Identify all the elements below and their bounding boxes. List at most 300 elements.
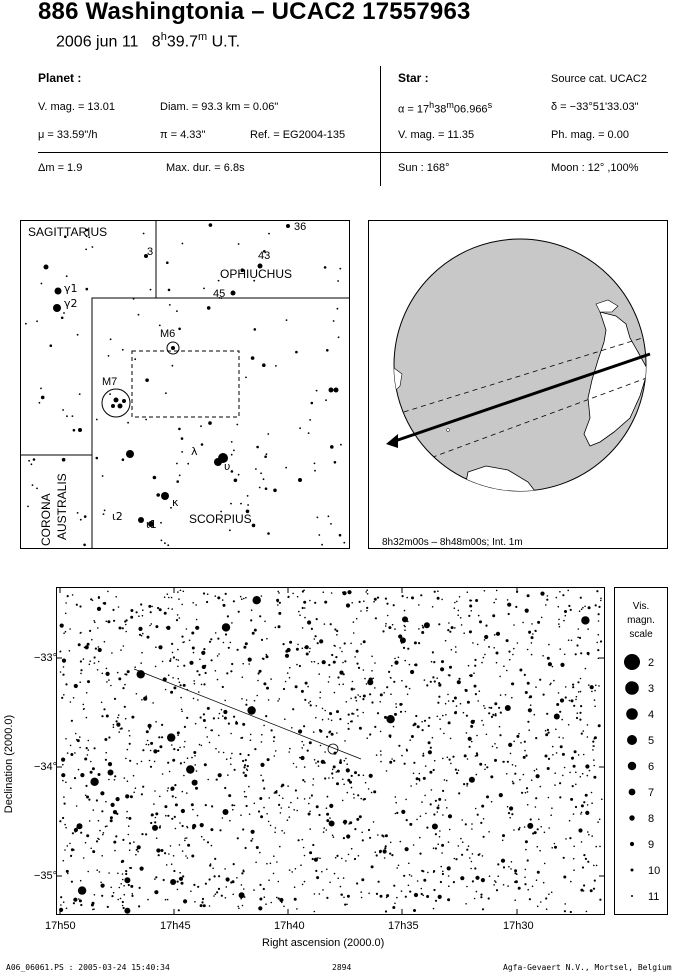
field-star <box>597 649 599 651</box>
field-star <box>337 878 339 880</box>
field-star <box>108 872 110 874</box>
field-star <box>216 779 218 781</box>
field-star <box>270 902 272 904</box>
field-star <box>122 627 124 629</box>
field-star <box>432 824 438 830</box>
field-star <box>578 628 580 630</box>
field-star <box>512 764 514 766</box>
field-star <box>186 717 188 719</box>
field-star <box>556 752 558 754</box>
field-star <box>239 753 241 755</box>
field-star <box>252 838 254 840</box>
field-star <box>576 696 578 698</box>
field-star <box>206 736 208 738</box>
field-star <box>283 906 285 908</box>
field-star <box>191 855 194 858</box>
field-star <box>213 895 215 897</box>
field-star <box>348 823 350 825</box>
field-star <box>140 603 142 605</box>
field-star <box>205 883 207 885</box>
finder-star <box>176 480 179 483</box>
field-star <box>485 764 487 766</box>
finder-star <box>333 320 335 322</box>
field-star <box>439 836 441 838</box>
field-star <box>322 660 326 664</box>
field-star <box>117 899 119 901</box>
field-star <box>471 823 473 825</box>
field-star <box>456 601 458 603</box>
field-star <box>369 693 371 695</box>
field-star <box>273 873 275 875</box>
field-star <box>141 761 143 763</box>
field-star <box>70 753 73 756</box>
field-star <box>322 708 324 710</box>
field-star <box>469 777 475 783</box>
field-star <box>106 668 108 670</box>
finder-star <box>178 428 181 431</box>
legend-label-mag-9: 9 <box>648 839 655 851</box>
field-star <box>289 677 291 679</box>
field-star <box>435 833 437 835</box>
field-star <box>187 844 190 847</box>
field-star <box>426 684 428 686</box>
field-star <box>268 821 270 823</box>
field-star <box>307 750 309 752</box>
field-star <box>157 750 159 752</box>
field-star <box>114 775 116 777</box>
field-star <box>302 607 304 609</box>
field-star <box>146 730 149 733</box>
field-star <box>481 805 484 808</box>
field-star <box>80 669 82 671</box>
footer-file-info: A06_06061.PS : 2005-03-24 15:40:34 <box>6 963 170 972</box>
field-star <box>83 658 85 660</box>
field-star <box>562 737 564 739</box>
field-star <box>443 733 445 735</box>
field-star <box>178 598 180 600</box>
field-star <box>405 799 407 801</box>
field-star <box>94 622 96 624</box>
field-star <box>150 766 152 768</box>
field-star <box>400 711 402 713</box>
field-star <box>438 623 440 625</box>
field-star <box>261 595 263 597</box>
field-star <box>580 776 582 778</box>
field-star <box>308 702 310 704</box>
finder-star <box>231 441 233 443</box>
field-star <box>315 717 317 719</box>
field-star <box>297 596 299 598</box>
field-star <box>108 779 110 781</box>
field-star <box>527 859 529 861</box>
field-star <box>333 836 335 838</box>
finder-star <box>263 478 265 480</box>
field-star <box>229 820 231 822</box>
field-star <box>295 868 297 870</box>
field-star <box>222 686 224 688</box>
field-star <box>515 765 517 767</box>
field-star <box>159 608 162 611</box>
x-axis-title: Right ascension (2000.0) <box>262 937 385 949</box>
field-star <box>246 699 248 701</box>
finder-star <box>187 463 189 465</box>
field-star <box>537 828 539 830</box>
field-star <box>441 599 443 601</box>
field-star <box>113 724 115 726</box>
field-star <box>80 880 82 882</box>
field-star <box>472 880 474 882</box>
field-star <box>573 869 575 871</box>
field-star <box>73 898 77 902</box>
field-star <box>539 850 541 852</box>
field-star <box>385 625 387 627</box>
field-star <box>70 787 72 789</box>
field-star <box>254 700 256 702</box>
legend-label-mag-8: 8 <box>648 813 655 825</box>
field-star <box>72 594 74 596</box>
field-star <box>569 700 571 702</box>
field-star <box>334 645 336 647</box>
field-star <box>136 693 138 695</box>
field-star <box>99 830 101 832</box>
field-star <box>449 631 451 633</box>
field-star <box>224 868 226 870</box>
field-star <box>248 754 250 756</box>
field-star <box>344 660 346 662</box>
field-star <box>207 593 209 595</box>
field-star <box>120 649 122 651</box>
field-star <box>467 758 469 760</box>
field-star <box>444 779 446 781</box>
finder-star <box>169 304 171 306</box>
field-star <box>222 623 230 631</box>
field-star <box>211 805 213 807</box>
field-star <box>125 870 127 872</box>
finder-star <box>182 243 184 245</box>
field-star <box>402 616 408 622</box>
field-star <box>135 787 137 789</box>
field-star <box>379 850 382 853</box>
field-star <box>540 786 542 788</box>
field-star <box>373 601 375 603</box>
field-star <box>535 630 537 632</box>
field-star <box>211 659 213 661</box>
field-star <box>535 797 537 799</box>
field-star <box>508 613 510 615</box>
field-star <box>512 782 514 784</box>
field-star <box>259 884 261 886</box>
field-star <box>88 749 90 751</box>
field-star <box>369 733 371 735</box>
field-star <box>195 626 199 630</box>
field-star <box>458 792 460 794</box>
field-star <box>454 627 456 629</box>
finder-star <box>109 393 111 395</box>
field-star <box>204 763 207 766</box>
field-star <box>158 645 162 649</box>
field-star <box>409 688 411 690</box>
field-star <box>147 740 149 742</box>
field-star <box>301 747 303 749</box>
field-star <box>210 638 212 640</box>
bright-star <box>114 398 119 403</box>
field-star <box>440 684 442 686</box>
field-star <box>179 822 181 824</box>
field-star <box>409 664 411 666</box>
field-star <box>494 743 496 745</box>
field-star <box>92 767 95 770</box>
field-star <box>375 617 377 619</box>
field-star <box>559 782 561 784</box>
field-star <box>453 881 455 883</box>
field-star <box>134 666 136 668</box>
field-star <box>527 682 530 685</box>
field-star <box>234 805 236 807</box>
field-star <box>342 800 344 802</box>
field-star <box>585 794 588 797</box>
field-star <box>243 766 245 768</box>
field-star <box>588 606 591 609</box>
field-star <box>243 869 245 871</box>
field-star <box>484 590 486 592</box>
star-phmag: Ph. mag. = 0.00 <box>551 129 629 141</box>
finder-star <box>62 409 64 411</box>
label-36-oph: 36 <box>294 221 307 233</box>
field-star <box>367 593 369 595</box>
field-star <box>312 784 314 786</box>
field-star <box>346 768 350 772</box>
field-star <box>365 591 367 593</box>
finder-star <box>252 524 256 528</box>
finder-star <box>102 475 104 477</box>
finder-star <box>50 344 53 347</box>
field-star <box>177 749 179 751</box>
field-star <box>316 876 319 879</box>
field-star <box>356 618 358 620</box>
field-star <box>529 898 531 900</box>
field-star <box>540 826 542 828</box>
field-star <box>350 698 352 700</box>
field-star <box>302 884 304 886</box>
field-star <box>331 720 333 722</box>
field-star <box>553 680 555 682</box>
bright-star <box>298 478 302 482</box>
field-star <box>596 865 598 867</box>
field-star <box>155 721 157 723</box>
field-star <box>63 694 65 696</box>
field-star <box>501 859 505 863</box>
field-star <box>306 653 309 656</box>
field-star <box>184 838 186 840</box>
field-star <box>532 633 534 635</box>
field-star <box>263 807 265 809</box>
field-star <box>96 799 98 801</box>
field-star <box>477 814 479 816</box>
field-star <box>524 750 526 752</box>
field-star <box>456 705 458 707</box>
field-star <box>113 726 115 728</box>
field-star <box>257 680 259 682</box>
field-star <box>445 640 447 642</box>
finder-star <box>66 275 68 277</box>
field-star <box>438 805 440 807</box>
finder-star <box>103 513 105 515</box>
field-star <box>101 715 103 717</box>
field-star <box>411 735 414 738</box>
field-star <box>401 680 403 682</box>
field-star <box>92 909 94 911</box>
field-star <box>333 765 336 768</box>
field-star <box>458 845 460 847</box>
field-star <box>517 642 519 644</box>
field-star <box>503 884 505 886</box>
field-star <box>480 896 482 898</box>
field-star <box>343 822 345 824</box>
field-star <box>223 752 225 754</box>
field-star <box>124 620 126 622</box>
field-star <box>469 599 471 601</box>
field-star <box>59 820 61 822</box>
field-star <box>496 889 498 891</box>
field-star <box>395 813 397 815</box>
field-star <box>167 899 169 901</box>
field-star <box>294 886 296 888</box>
field-star <box>384 716 387 719</box>
field-star <box>256 846 259 849</box>
field-star <box>183 899 187 903</box>
field-star <box>200 823 204 827</box>
field-star <box>317 761 319 763</box>
field-star <box>460 703 462 705</box>
field-star <box>222 817 224 819</box>
field-star <box>559 591 561 593</box>
field-star <box>218 735 220 737</box>
field-star <box>261 741 263 743</box>
field-star <box>133 792 135 794</box>
field-star <box>228 723 230 725</box>
field-star <box>324 623 326 625</box>
field-star <box>568 605 570 607</box>
field-star <box>59 651 61 653</box>
field-star <box>563 620 565 622</box>
finder-star <box>181 437 184 440</box>
field-star <box>551 807 553 809</box>
field-star <box>575 653 577 655</box>
field-star <box>593 888 595 890</box>
field-star <box>327 796 329 798</box>
field-star <box>155 828 157 830</box>
field-star <box>550 683 552 685</box>
field-star <box>130 885 133 888</box>
field-star <box>455 711 457 713</box>
field-star <box>466 783 468 785</box>
field-star <box>63 860 65 862</box>
field-star <box>131 895 133 897</box>
field-star <box>83 708 85 710</box>
finder-star <box>321 544 323 546</box>
field-star <box>448 875 450 877</box>
field-star <box>495 713 497 715</box>
field-star <box>233 716 235 718</box>
field-star <box>527 804 529 806</box>
field-star <box>149 625 151 627</box>
field-star <box>198 674 200 676</box>
field-star <box>105 752 107 754</box>
field-star <box>398 865 400 867</box>
field-star <box>142 633 144 635</box>
field-star <box>380 895 383 898</box>
field-star <box>438 895 442 899</box>
field-star <box>471 828 473 830</box>
field-star <box>366 607 368 609</box>
field-star <box>587 861 589 863</box>
field-star <box>336 630 338 632</box>
field-star <box>244 764 246 766</box>
field-star <box>146 744 148 746</box>
field-star <box>594 736 597 739</box>
field-star <box>395 796 397 798</box>
field-star <box>494 702 497 705</box>
field-star <box>90 771 93 774</box>
field-star <box>437 811 439 813</box>
field-star <box>197 815 199 817</box>
field-star <box>289 748 291 750</box>
field-star <box>259 797 262 800</box>
finder-star <box>32 484 34 486</box>
field-star <box>231 622 233 624</box>
field-star <box>373 790 376 793</box>
legend-label-mag-6: 6 <box>648 761 655 773</box>
field-star <box>438 798 441 801</box>
field-star <box>524 826 526 828</box>
field-star <box>125 624 127 626</box>
field-star <box>363 695 366 698</box>
field-star <box>148 724 152 728</box>
field-star <box>511 861 513 863</box>
field-star <box>268 797 270 799</box>
field-star <box>481 720 483 722</box>
field-star <box>437 590 439 592</box>
field-star <box>97 669 99 671</box>
field-star <box>196 619 198 621</box>
field-star <box>301 690 304 693</box>
field-star <box>417 880 419 882</box>
field-star <box>548 893 550 895</box>
field-star <box>309 828 311 830</box>
field-star <box>319 697 321 699</box>
field-star <box>239 892 245 898</box>
field-star <box>558 619 560 621</box>
field-star <box>206 601 208 603</box>
field-star <box>243 646 246 649</box>
field-star <box>279 898 283 902</box>
field-star <box>350 721 352 723</box>
finder-star <box>108 355 110 357</box>
field-star <box>64 824 66 826</box>
field-star <box>195 723 197 725</box>
field-star <box>398 745 400 747</box>
field-star <box>74 831 76 833</box>
field-star <box>156 848 160 852</box>
field-star <box>216 891 218 893</box>
finder-star <box>77 512 79 514</box>
field-star <box>67 595 69 597</box>
field-star <box>409 891 411 893</box>
field-star <box>114 779 116 781</box>
field-star <box>544 863 546 865</box>
field-star <box>419 773 421 775</box>
field-star <box>121 860 124 863</box>
